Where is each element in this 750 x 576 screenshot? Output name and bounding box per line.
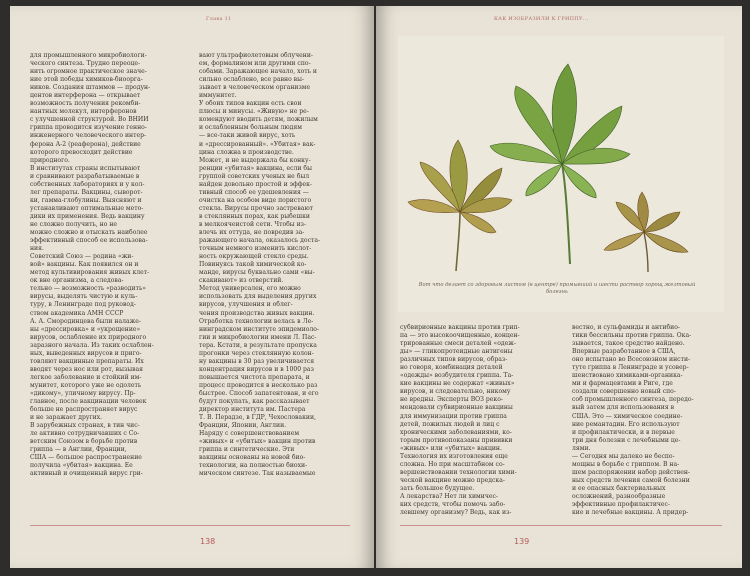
figure-caption-line-2: болезнь: [546, 289, 568, 295]
text-line: Технология их изготовления еще: [400, 452, 508, 460]
text-line: тельно — возможность «разводить»: [30, 285, 146, 293]
text-line: будут покупать, как рассказывает: [199, 398, 310, 406]
text-line: группой советских ученых не был: [199, 172, 310, 180]
text-line: вершенствовании технологии хими-: [400, 468, 517, 476]
running-head-right: КАК ИЗОБРАЗИЛИ К ГРИППУ...: [494, 16, 589, 22]
text-line: торым противопоказаны прививки: [400, 436, 513, 444]
text-line: в стеклянных порах, как рыбешки: [199, 212, 310, 220]
text-line: не сложно получить, но не: [30, 220, 118, 228]
text-line: туру, в Ленинграде под руковод-: [30, 301, 136, 309]
text-line: ников. Создания штаммов — продун-: [30, 84, 151, 92]
footer-rule-right: [400, 525, 722, 526]
text-line: эффективные профилактичес-: [572, 501, 670, 509]
text-line: очистка на особом виде пористого: [199, 196, 312, 204]
text-line: «одежды» возбудителя гриппа. Та-: [400, 372, 514, 380]
text-line: чения производства живых вакцин.: [199, 309, 315, 317]
text-line: но говоря, комбинация деталей: [400, 364, 503, 372]
text-line: Отработка технологии велась в Ле-: [199, 317, 314, 325]
text-line: технологии, на полностью биохи-: [199, 462, 308, 470]
text-line: Т. В. Перадзе, в ГДР, Чехословакии,: [199, 414, 316, 422]
figure-caption-line-1: Вот что делает со здоровым листом (в центре) промывший и шести раствор хорощ желтовый: [418, 282, 696, 288]
text-line: вирусов, и следовательно, никому: [400, 388, 511, 396]
text-line: найден довольно простой и эффек-: [199, 180, 312, 188]
text-line: гриппа — в Англии, Франции,: [30, 446, 127, 454]
left-page: [10, 6, 374, 568]
text-line: вирусов, ослабление их природного: [30, 333, 147, 341]
text-line: стекла. Вирусы прочно застревают: [199, 204, 314, 212]
text-line: ны «дрессировка» и «укрощение»: [30, 325, 141, 333]
text-line: А лекарства? Нет ли химичес-: [400, 492, 498, 500]
text-line: Советский Союз — родина «жи-: [30, 253, 134, 261]
text-line: тера. Кстати, в результате пропуска: [199, 341, 317, 349]
text-line: центов интерферона — открывает: [30, 92, 141, 100]
text-line: В институтах страны испытывают: [30, 164, 141, 172]
text-line: комендуют вводить детям, пожилым: [199, 116, 318, 124]
text-line: ле активно сотрудничавших с Со-: [30, 430, 140, 438]
text-line: тивный способ ее удешевления —: [199, 188, 309, 196]
text-line: природного.: [30, 156, 70, 164]
text-line: США — большое распространение: [30, 454, 142, 462]
text-line: ем, формалином или другими спо-: [199, 60, 311, 68]
text-line: ренции «убитая» вакцина, если бы: [199, 164, 312, 172]
left-column-1: [30, 52, 180, 492]
text-line: субвирионные вакцины против грип-: [400, 324, 520, 331]
text-line: лег препараты. Вакцины, сыворот-: [30, 188, 143, 196]
diseased-leaf-right: [604, 192, 688, 272]
text-line: «живых» и «убитых» вакцин против: [199, 438, 316, 446]
healthy-leaf: [490, 64, 630, 264]
text-line: вают ультрафиолетовым облучени-: [199, 52, 313, 59]
text-line: нантных молекул, интерферонов: [30, 108, 137, 116]
text-line: ния.: [30, 245, 44, 253]
text-line: точным немного изменить кислот-: [199, 245, 312, 253]
leaves-svg: [398, 36, 724, 276]
text-line: — все-таки живой вирус, хоть: [199, 132, 296, 140]
text-line: концентрация вирусов и в 1000 раз: [199, 365, 314, 373]
text-line: главное, после вакцинации человек: [30, 398, 147, 406]
text-line: ных средств лечения самой болезни: [572, 476, 690, 484]
text-line: оно испытано во Всесоюзном инсти-: [572, 356, 691, 364]
text-line: товляют вакцинные препараты. Их: [30, 357, 144, 365]
text-line: легкое заболевание и стойкий им-: [30, 373, 142, 381]
text-line: ние ремантадин. Его используют: [572, 420, 680, 428]
text-line: ды» — гликопротеидные антигены: [400, 348, 513, 356]
text-line: вой» вакцины. Как появился он и: [30, 261, 139, 269]
text-line: Наряду с совершенствованием: [199, 430, 300, 438]
figure-caption: [402, 282, 712, 296]
text-line: директор института им. Пастера: [199, 406, 306, 414]
text-line: в мелкоячеистой сети. Чтобы из-: [199, 220, 307, 228]
text-line: ражающего начала, оказалось доста-: [199, 237, 321, 245]
text-line: возможность получения рекомби-: [30, 100, 141, 108]
text-line: ние этой победы химиков-биоорга-: [30, 76, 143, 84]
text-line: для промышленного микробиологи-: [30, 52, 147, 59]
text-line: В зарубежных странах, в тин чис-: [30, 422, 140, 430]
text-line: вирусов, улучшения и облег-: [199, 301, 293, 309]
text-line: и профилактически, и в первые: [572, 428, 675, 436]
text-line: А. А. Смородинцева были налаже-: [30, 317, 141, 325]
text-line: вестно, и сульфамиды и антибио-: [572, 324, 680, 331]
footer-rule-left: [30, 525, 350, 526]
text-line: ну вакцины в 30 раз увеличивается: [199, 357, 315, 365]
text-line: вакцины основаны на новой био-: [199, 454, 306, 462]
text-line: собственных лабораториях и у кол-: [30, 180, 145, 188]
text-line: и «дрессированный». «Убитая» вак-: [199, 140, 316, 148]
text-line: ных, выведенных вирусов и приго-: [30, 349, 142, 357]
text-line: мендовали субвирионные вакцины: [400, 404, 513, 412]
text-line: для иммунизации против гриппа: [400, 412, 507, 420]
text-line: мощны в борьбе с гриппом. В на-: [572, 460, 680, 468]
text-line: ки, гамма-глобулины. Выясняют и: [30, 196, 142, 204]
text-line: лями.: [572, 444, 591, 452]
text-line: вводят через нос или рот, вызывая: [30, 365, 144, 373]
text-line: сильно ослаблено, все равно вы-: [199, 76, 305, 84]
text-line: ок вне организма, а следова-: [30, 277, 124, 285]
text-line: больше не распространяет вирус: [30, 406, 138, 414]
text-line: нить огромное практическое значе-: [30, 68, 147, 76]
text-line: У обоих типов вакцин есть свои: [199, 100, 302, 108]
text-line: ких средств, чтобы помочь забо-: [400, 501, 506, 509]
text-line: повышается чистота препарата, и: [199, 373, 310, 381]
text-line: которого превосходит действие: [30, 148, 133, 156]
text-line: заразного начала. Из таких ослаблен-: [30, 341, 154, 349]
text-line: Франции, Японии, Англии.: [199, 422, 287, 430]
text-line: Впервые разработанное в США,: [572, 348, 676, 356]
text-line: кие и лечебные вакцины. А придер-: [572, 509, 689, 517]
page-number-right: 139: [514, 537, 530, 546]
text-line: получила «убитая» вакцина. Ее: [30, 462, 133, 470]
chestnut-leaves-illustration: [398, 36, 724, 312]
text-line: скакивают» из отверстий.: [199, 277, 284, 285]
text-line: шем распоряжении набор действен-: [572, 468, 690, 476]
text-line: можно сложно и отыскать наиболее: [30, 229, 148, 237]
text-line: зывает в человеческом организме: [199, 84, 311, 92]
text-line: дики их применения. Ведь вакцину: [30, 212, 145, 220]
text-line: па — это высокоочищенные, концен-: [400, 332, 520, 340]
text-line: гриппа проводится изучение генно-: [30, 124, 147, 132]
text-line: соб промышленного синтеза, передо-: [572, 396, 694, 404]
text-line: вирусы, выделять чистую и куль-: [30, 293, 138, 301]
text-line: туте гриппа в Ленинграде и усовер-: [572, 364, 689, 372]
right-column-2: [572, 324, 722, 524]
text-line: процесс проводится в несколько раз: [199, 381, 318, 389]
text-line: мическом синтезе. Так называемые: [199, 470, 316, 478]
text-line: трированные смеси деталей «одеж-: [400, 340, 516, 348]
text-line: сложна. Но при масштабном со-: [400, 460, 505, 468]
text-line: тики бессильны против гриппа. Ока-: [572, 332, 692, 340]
text-line: ством академика АМН СССР: [30, 309, 124, 317]
text-line: гриппа и синтетические. Эти: [199, 446, 295, 454]
text-line: зывается, такое средство найдено.: [572, 340, 685, 348]
text-line: осложнений, разнообразные: [572, 492, 666, 500]
text-line: шенствовано химиками-органика-: [572, 372, 683, 380]
left-column-2: [199, 52, 349, 492]
text-line: собами. Заражающее начало, хоть и: [199, 68, 317, 76]
text-line: «дикому», уличному вирусу. Пр-: [30, 389, 136, 397]
text-line: «живых» или «убитых» вакцин.: [400, 444, 502, 452]
text-line: кие вакцины не содержат «живых»: [400, 380, 515, 388]
text-line: не вредны. Эксперты ВОЗ реко-: [400, 396, 503, 404]
text-line: манде, вирусы буквально сами «вы-: [199, 269, 315, 277]
text-line: ферона А-2 (реаферона), действие: [30, 140, 141, 148]
text-line: устанавливают оптимальные мето-: [30, 204, 144, 212]
text-line: Может, и не выдержала бы конку-: [199, 156, 311, 164]
text-line: детей, пожилых людей и лиц с: [400, 420, 500, 428]
text-line: — Сегодня мы далеко не беспо-: [572, 452, 675, 460]
text-line: с улучшенной структурой. Во ВНИИ: [30, 116, 149, 124]
text-line: хроническими заболеваниями, ко-: [400, 428, 512, 436]
text-line: мунитет, которого уже не одолеть: [30, 381, 142, 389]
text-line: нинградском институте эпидемиоло-: [199, 325, 320, 333]
text-line: и ее опасных бактериальных: [572, 484, 666, 492]
text-line: и не заражает других.: [30, 414, 103, 422]
text-line: создали совершенно новый спо-: [572, 388, 676, 396]
text-line: Метод универсален, его можно: [199, 285, 301, 293]
running-head-left: Глава 11: [206, 16, 232, 22]
text-line: влечь их оттуда, не повредив за-: [199, 229, 305, 237]
text-line: ность окружающей стекло среды.: [199, 253, 309, 261]
text-line: и ослабленным больным людям: [199, 124, 303, 132]
text-line: зать большое будущее.: [400, 484, 475, 492]
text-line: Повинуясь такой химической ко-: [199, 261, 307, 269]
text-line: прогонки через стеклянную колон-: [199, 349, 314, 357]
diseased-leaf-left: [408, 140, 512, 271]
text-line: и сравнивают разрабатываемые в: [30, 172, 140, 180]
text-line: три дня болезни с лечебными це-: [572, 436, 681, 444]
text-line: левшему организму? Ведь, как из-: [400, 509, 512, 517]
text-line: ческой вакцине можно предска-: [400, 476, 505, 484]
text-line: ветским Союзом в борьбе против: [30, 438, 138, 446]
text-line: ми и фармацевтами в Риге, где: [572, 380, 673, 388]
text-line: ческого синтеза. Трудно переоце-: [30, 60, 141, 68]
right-page: [376, 6, 742, 568]
text-line: цина сложна в производстве.: [199, 148, 294, 156]
text-line: гии и микробиологии имени Л. Пас-: [199, 333, 317, 341]
text-line: метод культивирования живых клет-: [30, 269, 150, 277]
text-line: вый затем для использования в: [572, 404, 675, 412]
page-number-left: 138: [200, 537, 216, 546]
text-line: эффективный способ ее использова-: [30, 237, 148, 245]
text-line: быстрее. Способ запатентован, и его: [199, 389, 319, 397]
text-line: США. Это — химическое соедине-: [572, 412, 683, 420]
text-line: использовать для выделения других: [199, 293, 317, 301]
text-line: инженерного человеческого интер-: [30, 132, 147, 140]
text-line: плюсы и минусы. «Живую» не ре-: [199, 108, 309, 116]
right-column-1: [400, 324, 550, 524]
text-line: активный и очищенный вирус гри-: [30, 470, 143, 478]
text-line: иммунитет.: [199, 92, 237, 100]
text-line: различных типов вирусов, образ-: [400, 356, 508, 364]
